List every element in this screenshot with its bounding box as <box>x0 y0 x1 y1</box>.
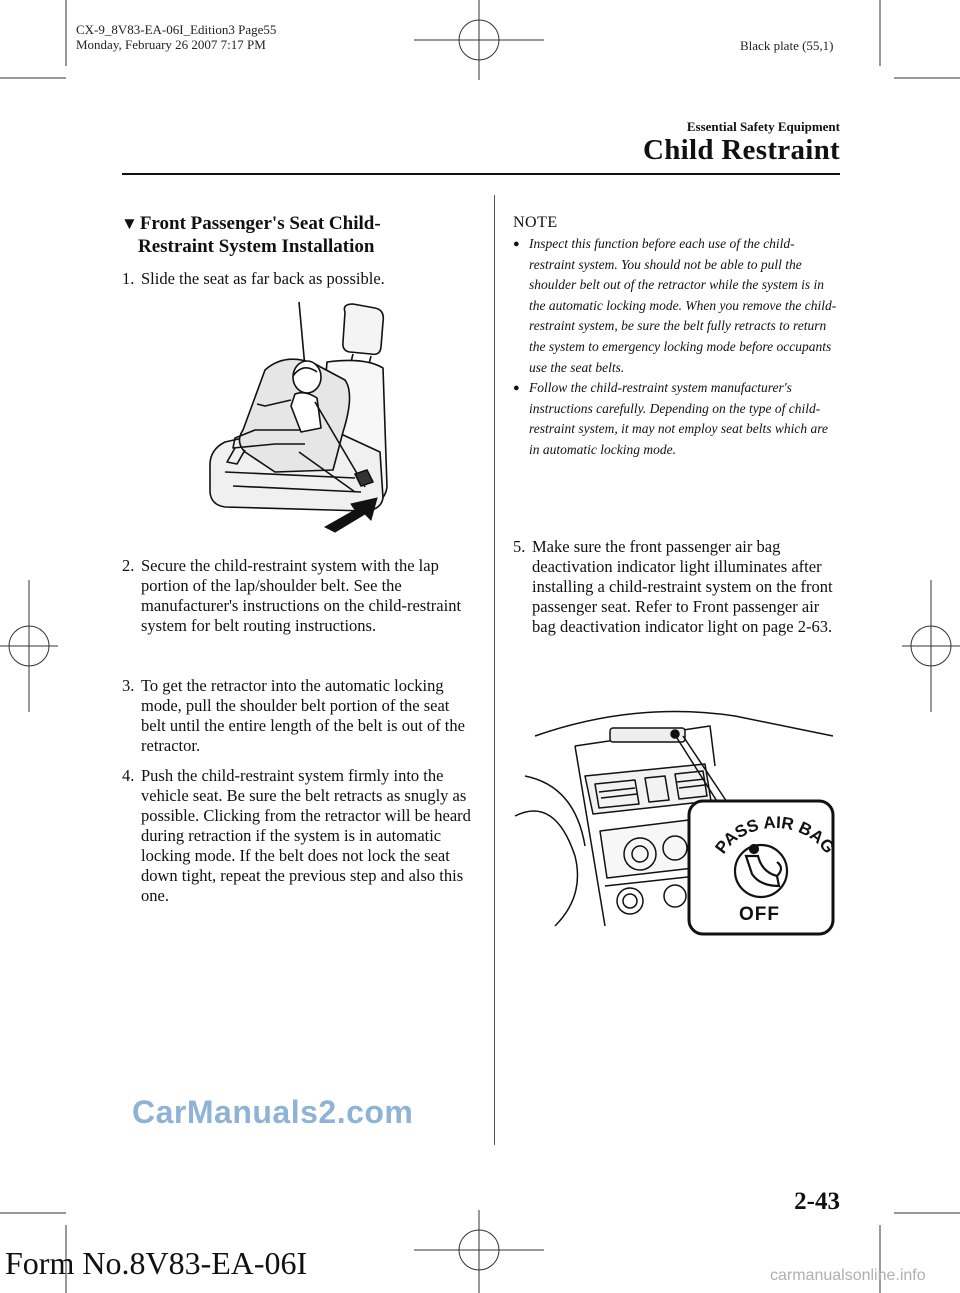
bullet-icon: ● <box>513 382 520 395</box>
step-3 <box>122 676 472 756</box>
step-number: 2. <box>122 556 135 575</box>
bullet-icon: ● <box>513 238 520 250</box>
form-number: Form No.8V83-EA-06I <box>5 1245 308 1281</box>
step-number: 5. <box>513 537 526 556</box>
page-number: 2-43 <box>794 1188 840 1215</box>
indicator-top-text: PASS AIR BAG <box>711 812 839 858</box>
print-info-line2: Monday, February 26 2007 7:17 PM <box>76 37 266 52</box>
step-text: Push the child-restraint system firmly into the vehicle seat. Be sure the belt retracts as snugly as possible. Clicking from the retractor will be heard during retraction if the system is in automatic locking mode. If the belt does not lock the seat down tight, repeat the previous step and also this one. <box>141 766 471 905</box>
note-item <box>513 234 838 378</box>
dashboard-indicator-illustration <box>515 696 835 936</box>
column-divider <box>494 195 495 1145</box>
note-list <box>513 234 838 461</box>
heading-line2: Restraint System Installation <box>138 236 375 257</box>
indicator-bottom-text: OFF <box>739 904 780 925</box>
step-number: 4. <box>122 766 135 785</box>
step-number: 1. <box>122 269 135 288</box>
step-text: To get the retractor into the automatic locking mode, pull the shoulder belt portion of the seat belt until the entire length of the belt is out of the retractor. <box>141 676 465 755</box>
note-item <box>513 378 838 460</box>
step-text: Make sure the front passenger air bag deactivation indicator light illuminates after installing a child-restraint system on the front passenger seat. Refer to Front passenger air bag deactivation indicator light on page 2-63. <box>532 537 833 636</box>
watermark-logo: CarManuals2.com <box>132 1094 414 1130</box>
print-info-line1: CX-9_8V83-EA-06I_Edition3 Page55 <box>76 22 277 37</box>
step-1 <box>122 269 472 289</box>
site-watermark: carmanualsonline.info <box>770 1267 926 1284</box>
heading-triangle-icon: ▼ <box>121 214 138 233</box>
heading-line1: Front Passenger's Seat Child- <box>139 213 381 234</box>
header-rule <box>122 173 840 175</box>
step-4 <box>122 766 472 906</box>
plate-label: Black plate (55,1) <box>740 38 834 53</box>
child-seat-illustration <box>205 302 390 534</box>
step-text: Slide the seat as far back as possible. <box>141 269 385 288</box>
step-5 <box>513 537 843 637</box>
section-name: Essential Safety Equipment <box>686 119 840 134</box>
step-text: Secure the child-restraint system with the lap portion of the lap/shoulder belt. See the manufacturer's instructions on the child-restraint system for belt routing instructions. <box>141 556 462 635</box>
note-label: NOTE <box>513 214 558 231</box>
note-item-text: Follow the child-restraint system manufacturer's instructions carefully. Depending on the type of child-restraint system, it may not employ seat belts which are in automatic locking mode. <box>529 380 828 457</box>
page-title: Child Restraint <box>642 134 840 166</box>
step-number: 3. <box>122 676 135 695</box>
note-item-text: Inspect this function before each use of the child-restraint system. You should not be able to pull the shoulder belt out of the retractor while the system is in the automatic locking mode. When you remove the child-restraint system, be sure the belt fully retracts to return the system to emergency locking mode before occupants use the seat belts. <box>529 236 837 375</box>
step-2 <box>122 556 472 636</box>
section-heading <box>121 212 481 258</box>
